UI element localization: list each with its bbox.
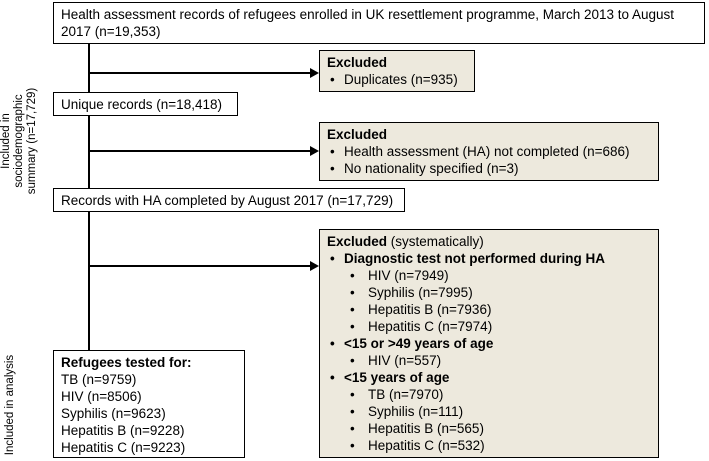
unique-records-text: Unique records (n=18,418) — [61, 97, 222, 112]
arrow-head-2 — [310, 146, 319, 156]
unique-records-box — [53, 92, 238, 116]
exclusion-item: • No nationality specified (n=3) — [327, 160, 651, 177]
exclusion-subitem: • Hepatitis C (n=532) — [327, 437, 651, 454]
analysis-side-label-text: Included in analysis — [4, 354, 16, 456]
sociodemographic-side-label — [0, 76, 42, 206]
side-label-line-3: summary (n=17,729) — [26, 87, 38, 195]
records-box — [53, 2, 705, 44]
analysis-side-label — [4, 350, 18, 460]
records-text: Health assessment records of refugees enrolled in UK resettlement programme, March 2013 to August 2017 (n=19,353) — [61, 7, 675, 39]
exclusion-subitem: • Hepatitis B (n=565) — [327, 420, 651, 437]
exclusion-subitem: • TB (n=7970) — [327, 386, 651, 403]
excluded-title: Excluded — [327, 234, 388, 249]
exclusion-item: • Health assessment (HA) not completed (n=686) — [327, 143, 651, 160]
ha-completed-box — [53, 188, 405, 212]
ha-completed-text: Records with HA completed by August 2017 (n=17,729) — [61, 193, 394, 208]
tested-item: Hepatitis C (n=9223) — [61, 440, 186, 455]
excluded-title-suffix: (systematically) — [387, 234, 484, 249]
exclusion-subitem: • Hepatitis B (n=7936) — [327, 301, 651, 318]
connector-main-1 — [88, 44, 90, 92]
connector-main-3 — [88, 212, 90, 350]
exclusion-group-label: • <15 years of age — [327, 369, 651, 386]
tested-item: HIV (n=8506) — [61, 389, 142, 404]
tested-item: TB (n=9759) — [61, 372, 137, 387]
arrow-head-1 — [310, 68, 319, 78]
exclusion-subitem: • HIV (n=7949) — [327, 267, 651, 284]
excluded-title: Excluded — [327, 127, 388, 142]
refugees-tested-box — [53, 350, 245, 458]
connector-branch-2 — [88, 150, 310, 152]
side-label-line-2: sociodemographic — [13, 94, 25, 188]
exclusion-subitem: • Syphilis (n=111) — [327, 403, 651, 420]
exclusion-subitem: • Hepatitis C (n=7974) — [327, 318, 651, 335]
exclusion-subitem: • Syphilis (n=7995) — [327, 284, 651, 301]
tested-title: Refugees tested for: — [61, 355, 192, 370]
tested-item: Hepatitis B (n=9228) — [61, 423, 185, 438]
excluded-ha-box — [319, 122, 659, 181]
exclusion-group-label: • Diagnostic test not performed during HA — [327, 250, 651, 267]
connector-branch-1 — [88, 72, 310, 74]
arrow-head-3 — [310, 261, 319, 271]
tested-item: Syphilis (n=9623) — [61, 406, 166, 421]
side-label-line-1: Included in — [0, 113, 12, 169]
exclusion-group-label: • <15 or >49 years of age — [327, 335, 651, 352]
connector-branch-3 — [88, 265, 310, 267]
exclusion-subitem: • HIV (n=557) — [327, 352, 651, 369]
connector-main-2 — [88, 116, 90, 188]
excluded-systematic-heading — [327, 233, 651, 250]
excluded-systematic-box — [319, 229, 659, 458]
excluded-title: Excluded — [327, 55, 388, 70]
excluded-duplicates-box — [319, 50, 475, 92]
exclusion-item: • Duplicates (n=935) — [327, 71, 467, 88]
